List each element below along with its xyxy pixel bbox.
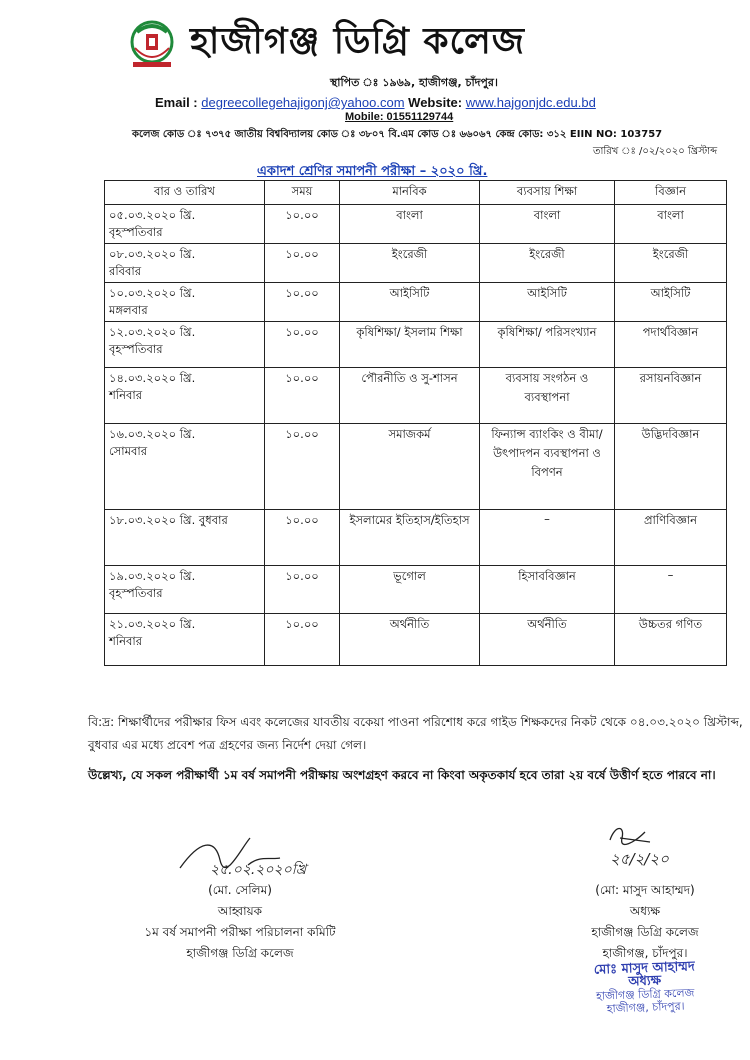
principal-handwritten-date: ২৫/২/২০	[610, 850, 669, 868]
cell-business: ইংরেজী	[480, 244, 615, 283]
cell-date	[105, 424, 265, 510]
cell-humanities: অর্থনীতি	[340, 614, 480, 666]
cell-date-text: ১০.০৩.২০২০ খ্রি.	[109, 286, 196, 300]
header-business: ব্যবসায় শিক্ষা	[480, 181, 615, 205]
exam-routine-table	[104, 180, 727, 666]
cell-date	[105, 614, 265, 666]
cell-business: অর্থনীতি	[480, 614, 615, 666]
principal-college: হাজীগঞ্জ ডিগ্রি কলেজ	[591, 925, 699, 939]
website-label: Website:	[408, 95, 463, 110]
cell-science: ইংরেজী	[615, 244, 727, 283]
cell-science: উচ্চতর গণিত	[615, 614, 727, 666]
cell-time: ১০.০০	[265, 424, 340, 510]
header-humanities: মানবিক	[340, 181, 480, 205]
cell-time: ১০.০০	[265, 205, 340, 244]
cell-date	[105, 510, 265, 566]
document-date: তারিখ ঃ /০২/২০২০ খ্রিস্টাব্দ	[593, 146, 718, 157]
principal-signature	[590, 820, 720, 870]
stamp-college: হাজীগঞ্জ ডিগ্রি কলেজ	[595, 986, 695, 1003]
cell-time: ১০.০০	[265, 283, 340, 322]
cell-time: ১০.০০	[265, 566, 340, 614]
stamp-place: হাজীগঞ্জ, চাঁদপুর।	[606, 999, 685, 1016]
table-row	[105, 614, 727, 666]
cell-day-text: রবিবার	[109, 264, 142, 278]
table-row	[105, 205, 727, 244]
cell-humanities: আইসিটি	[340, 283, 480, 322]
cell-business: কৃষিশিক্ষা/ পরিসংখ্যান	[480, 322, 615, 368]
college-name: হাজীগঞ্জ ডিগ্রি কলেজ	[190, 20, 526, 62]
table-row	[105, 283, 727, 322]
note-admit-card: বি:দ্র: শিক্ষার্থীদের পরীক্ষার ফিস এবং কলেজের যাবতীয় বকেয়া পাওনা পরিশোধ করে গাইড শিক্ষকদের নিকট থেকে ০৪.০৩.২০২০ খ্রিস্টাব্দ, বুধবার এর মধ্যে প্রবেশ পত্র গ্রহণের জন্য নির্দেশ দেয়া গেল।	[88, 715, 743, 752]
cell-humanities: ইসলামের ইতিহাস/ইতিহাস	[340, 510, 480, 566]
convener-block	[110, 880, 370, 964]
cell-day-text: বৃহস্পতিবার	[109, 225, 163, 239]
cell-date	[105, 322, 265, 368]
cell-date-text: ১৪.০৩.২০২০ খ্রি.	[109, 371, 196, 385]
cell-science: আইসিটি	[615, 283, 727, 322]
email-link[interactable]: degreecollegehajigonj@yahoo.com	[201, 95, 405, 110]
cell-date	[105, 368, 265, 424]
cell-humanities: বাংলা	[340, 205, 480, 244]
principal-stamp	[559, 959, 731, 1017]
cell-time: ১০.০০	[265, 368, 340, 424]
principal-place: হাজীগঞ্জ, চাঁদপুর।	[602, 946, 688, 960]
table-row	[105, 368, 727, 424]
cell-date	[105, 205, 265, 244]
cell-humanities: ভূগোল	[340, 566, 480, 614]
cell-humanities: কৃষিশিক্ষা/ ইসলাম শিক্ষা	[340, 322, 480, 368]
cell-business: –	[480, 510, 615, 566]
mobile-number: Mobile: 01551129744	[345, 111, 454, 123]
cell-science: প্রাণিবিজ্ঞান	[615, 510, 727, 566]
cell-business: আইসিটি	[480, 283, 615, 322]
cell-science: –	[615, 566, 727, 614]
stamp-name: মোঃ মাসুদ আহাম্মদ	[593, 959, 696, 978]
email-label: Email :	[155, 95, 198, 110]
cell-day-text: শনিবার	[109, 634, 143, 648]
cell-date-text: ০৮.০৩.২০২০ খ্রি.	[109, 247, 196, 261]
cell-business: ব্যবসায় সংগঠন ও ব্যবস্থাপনা	[480, 368, 615, 424]
cell-science: উদ্ভিদবিজ্ঞান	[615, 424, 727, 510]
cell-date-text: ২১.০৩.২০২০ খ্রি.	[109, 617, 196, 631]
cell-date	[105, 283, 265, 322]
convener-name: (মো. সেলিম)	[208, 883, 272, 897]
table-row	[105, 424, 727, 510]
cell-date	[105, 244, 265, 283]
table-row	[105, 510, 727, 566]
cell-day-text: বৃহস্পতিবার	[109, 586, 163, 600]
header-time: সময়	[265, 181, 340, 205]
cell-day-text: সোমবার	[109, 444, 148, 458]
cell-day-text: বৃহস্পতিবার	[109, 342, 163, 356]
header-date: বার ও তারিখ	[105, 181, 265, 205]
cell-humanities: সমাজকর্ম	[340, 424, 480, 510]
convener-role: আহ্বায়ক	[217, 904, 263, 918]
cell-time: ১০.০০	[265, 510, 340, 566]
cell-day-text: মঙ্গলবার	[109, 303, 148, 317]
institution-codes: কলেজ কোড ঃ ৭৩৭৫ জাতীয় বিশ্ববিদ্যালয় কোড ঃ ৩৮০৭ বি.এম কোড ঃ ৬৬০৬৭ কেন্দ্র কোড: ৩১২ EIIN NO: 103757	[132, 129, 663, 140]
cell-business: হিসাববিজ্ঞান	[480, 566, 615, 614]
cell-date	[105, 566, 265, 614]
table-row	[105, 322, 727, 368]
cell-date-text: ১৮.০৩.২০২০ খ্রি. বুধবার	[109, 513, 228, 527]
header-science: বিজ্ঞান	[615, 181, 727, 205]
cell-business: বাংলা	[480, 205, 615, 244]
college-logo	[127, 18, 177, 70]
convener-college: হাজীগঞ্জ ডিগ্রি কলেজ	[186, 946, 294, 960]
website-link[interactable]: www.hajgonjdc.edu.bd	[465, 95, 596, 110]
cell-date-text: ১৯.০৩.২০২০ খ্রি.	[109, 569, 196, 583]
cell-time: ১০.০০	[265, 614, 340, 666]
cell-date-text: ০৫.০৩.২০২০ খ্রি.	[109, 208, 196, 222]
principal-role: অধ্যক্ষ	[629, 904, 661, 918]
principal-name: (মো: মাসুদ আহাম্মদ)	[595, 883, 695, 897]
cell-humanities: পৌরনীতি ও সু-শাসন	[340, 368, 480, 424]
stamp-role: অধ্যক্ষ	[628, 973, 662, 990]
cell-date-text: ১২.০৩.২০২০ খ্রি.	[109, 325, 196, 339]
cell-science: পদার্থবিজ্ঞান	[615, 322, 727, 368]
contact-line	[155, 95, 596, 110]
convener-signature	[170, 830, 360, 880]
principal-block	[560, 880, 730, 964]
established-line: স্থাপিত ঃ ১৯৬৯, হাজীগঞ্জ, চাঁদপুর।	[330, 76, 498, 89]
cell-date-text: ১৬.০৩.২০২০ খ্রি.	[109, 427, 196, 441]
cell-humanities: ইংরেজী	[340, 244, 480, 283]
convener-handwritten-date: ২৫.০২.২০২০খ্রি	[210, 862, 307, 878]
note-promotion: উল্লেখ্য, যে সকল পরীক্ষার্থী ১ম বর্ষ সমাপনী পরীক্ষায় অংশগ্রহণ করবে না কিংবা অকৃতকার্য হবে তারা ২য় বর্ষে উত্তীর্ণ হতে পারবে না।	[88, 768, 716, 782]
cell-time: ১০.০০	[265, 322, 340, 368]
exam-title: একাদশ শ্রেণির সমাপনী পরীক্ষা – ২০২০ খ্রি.	[257, 164, 488, 179]
table-row	[105, 244, 727, 283]
cell-business: ফিন্যান্স ব্যাংকিং ও বীমা/উৎপাদপন ব্যবস্থাপনা ও বিপণন	[480, 424, 615, 510]
table-row	[105, 566, 727, 614]
cell-science: বাংলা	[615, 205, 727, 244]
cell-day-text: শনিবার	[109, 388, 143, 402]
table-header-row	[105, 181, 727, 205]
committee-name: ১ম বর্ষ সমাপনী পরীক্ষা পরিচালনা কমিটি	[144, 925, 336, 939]
cell-time: ১০.০০	[265, 244, 340, 283]
cell-science: রসায়নবিজ্ঞান	[615, 368, 727, 424]
